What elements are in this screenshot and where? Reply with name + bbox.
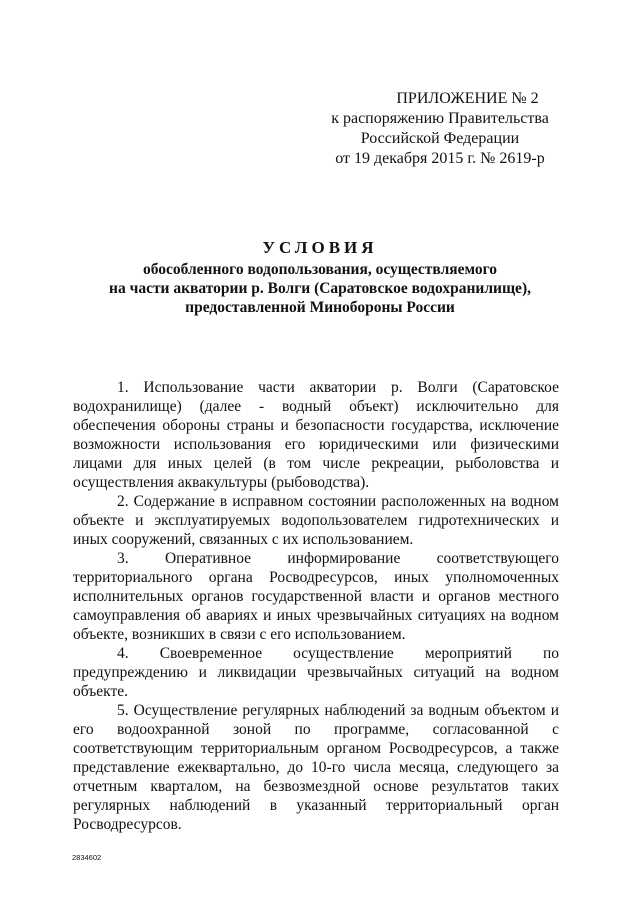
appendix-authority: Российской Федерации bbox=[360, 130, 520, 147]
appendix-header bbox=[300, 89, 580, 169]
document-subtitle-line-1: обособленного водопользования, осуществляемого bbox=[142, 261, 498, 278]
condition-paragraph-1: 1. Использование части акватории р. Волги (Саратовское водохранилище) (далее - водный объект) исключительно для обеспечения обороны страны и безопасности государства, исключение возможности использования его юридическими или физическими лицами для иных целей (в том числе рекреации, рыболовства и осуществления аквакультуры (рыбоводства). bbox=[73, 379, 559, 491]
conditions-body bbox=[73, 378, 559, 834]
document-title-block bbox=[60, 236, 580, 317]
document-subtitle-line-3: предоставленной Минобороны России bbox=[185, 299, 455, 316]
appendix-date: от 19 декабря 2015 г. № 2619-р bbox=[335, 150, 545, 167]
appendix-number: ПРИЛОЖЕНИЕ № 2 bbox=[396, 90, 539, 107]
appendix-reference: к распоряжению Правительства bbox=[331, 110, 549, 127]
condition-paragraph-5: 5. Осуществление регулярных наблюдений за водным объектом и его водоохранной зоной по программе, согласованной с соответствующим территориальным органом Росводресурсов, а также представление ежеквартально, до 10-го числа месяца, следующего за отчетным кварталом, на безвозмездной основе результатов таких регулярных наблюдений в указанный территориальный орган Росводресурсов. bbox=[73, 702, 559, 833]
document-subtitle-line-2: на части акватории р. Волги (Саратовское водохранилище), bbox=[109, 280, 531, 297]
document-title: УСЛОВИЯ bbox=[262, 238, 378, 257]
condition-paragraph-2: 2. Содержание в исправном состоянии расположенных на водном объекте и эксплуатируемых водопользователем гидротехнических и иных сооружений, связанных с их использованием. bbox=[73, 493, 559, 548]
condition-paragraph-4: 4. Своевременное осуществление мероприятий по предупреждению и ликвидации чрезвычайных ситуаций на водном объекте. bbox=[73, 645, 559, 700]
document-code: 2834602 bbox=[72, 853, 102, 862]
condition-paragraph-3: 3. Оперативное информирование соответствующего территориального органа Росводресурсов, иных уполномоченных исполнительных органов государственной власти и органов местного самоуправления об авариях и иных чрезвычайных ситуациях на водном объекте, возникших в связи с его использованием. bbox=[73, 550, 559, 643]
